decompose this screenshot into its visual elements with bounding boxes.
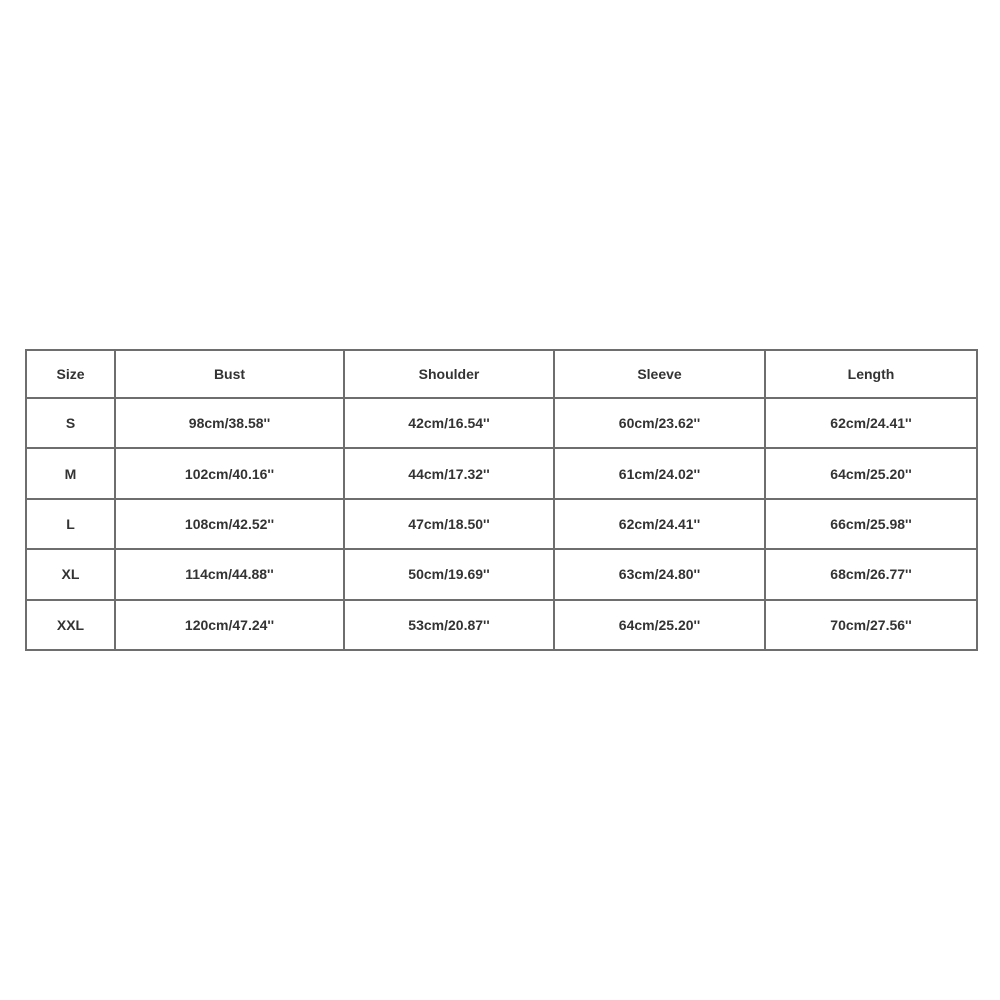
cell-length: 66cm/25.98'' bbox=[765, 499, 977, 549]
cell-shoulder: 53cm/20.87'' bbox=[344, 600, 554, 650]
cell-shoulder: 42cm/16.54'' bbox=[344, 398, 554, 448]
cell-shoulder: 50cm/19.69'' bbox=[344, 549, 554, 599]
cell-length: 62cm/24.41'' bbox=[765, 398, 977, 448]
cell-bust: 102cm/40.16'' bbox=[115, 448, 344, 498]
cell-bust: 120cm/47.24'' bbox=[115, 600, 344, 650]
cell-length: 70cm/27.56'' bbox=[765, 600, 977, 650]
table-row bbox=[26, 600, 977, 650]
cell-sleeve: 60cm/23.62'' bbox=[554, 398, 765, 448]
cell-shoulder: 44cm/17.32'' bbox=[344, 448, 554, 498]
cell-size: XXL bbox=[26, 600, 115, 650]
cell-size: S bbox=[26, 398, 115, 448]
cell-sleeve: 62cm/24.41'' bbox=[554, 499, 765, 549]
cell-sleeve: 61cm/24.02'' bbox=[554, 448, 765, 498]
cell-size: XL bbox=[26, 549, 115, 599]
size-chart-table bbox=[25, 349, 978, 651]
cell-shoulder: 47cm/18.50'' bbox=[344, 499, 554, 549]
header-length: Length bbox=[765, 350, 977, 398]
cell-length: 64cm/25.20'' bbox=[765, 448, 977, 498]
table-row bbox=[26, 448, 977, 498]
cell-length: 68cm/26.77'' bbox=[765, 549, 977, 599]
header-shoulder: Shoulder bbox=[344, 350, 554, 398]
header-bust: Bust bbox=[115, 350, 344, 398]
table-row bbox=[26, 499, 977, 549]
header-size: Size bbox=[26, 350, 115, 398]
cell-bust: 114cm/44.88'' bbox=[115, 549, 344, 599]
cell-sleeve: 64cm/25.20'' bbox=[554, 600, 765, 650]
cell-size: L bbox=[26, 499, 115, 549]
cell-sleeve: 63cm/24.80'' bbox=[554, 549, 765, 599]
cell-size: M bbox=[26, 448, 115, 498]
cell-bust: 108cm/42.52'' bbox=[115, 499, 344, 549]
table-row bbox=[26, 549, 977, 599]
header-sleeve: Sleeve bbox=[554, 350, 765, 398]
header-row bbox=[26, 350, 977, 398]
table-row bbox=[26, 398, 977, 448]
cell-bust: 98cm/38.58'' bbox=[115, 398, 344, 448]
